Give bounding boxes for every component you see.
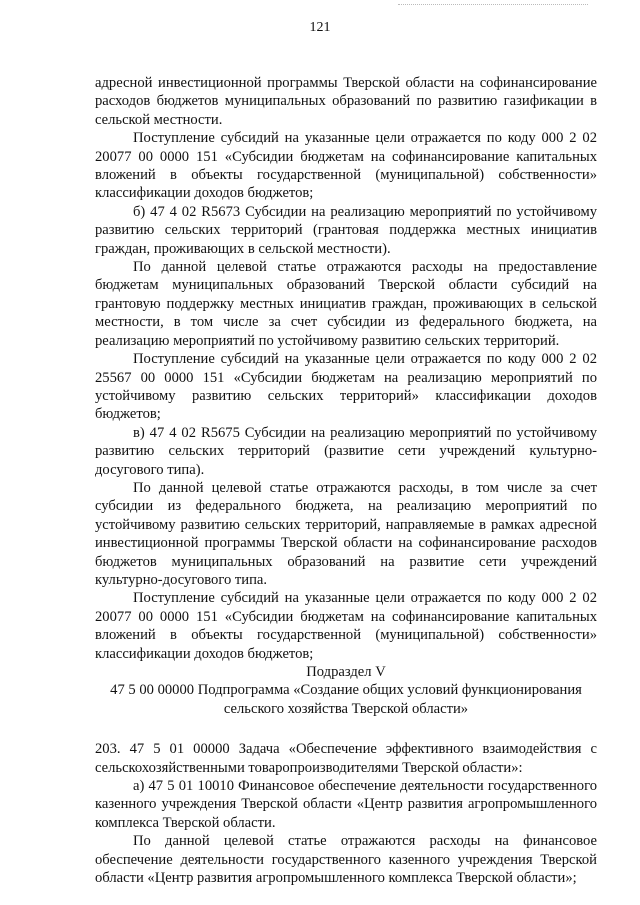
paragraph: в) 47 4 02 R5675 Субсидии на реализацию мероприятий по устойчивому развитию сельских территорий (развитие сети учреждений культурно-досугового типа). [95,424,597,478]
paragraph: Поступление субсидий на указанные цели отражается по коду 000 2 02 20077 00 0000 151 «Субсидии бюджетам на софинансирование капитальных вложений в объекты государственной (муниципальной) собственности» классификации доходов бюджетов; [95,590,597,662]
task-heading: 203. 47 5 01 00000 Задача «Обеспечение эффективного взаимодействия с сельскохозяйственными товаропроизводителями Тверской области»: [95,741,597,776]
scan-artifact [398,4,588,8]
program-heading: 47 5 00 00000 Подпрограмма «Создание общих условий функционирования сельского хозяйства Тверской области» [110,682,582,717]
paragraph: Поступление субсидий на указанные цели отражается по коду 000 2 02 25567 00 0000 151 «Субсидии бюджетам на реализацию мероприятий по устойчивому развитию сельских территорий» классификации доходов бюджетов; [95,351,597,423]
paragraph: По данной целевой статье отражаются расходы на финансовое обеспечение деятельности государственного казенного учреждения Тверской области «Центр развития агропромышленного комплекса Тверской области»; [95,833,597,887]
paragraph: По данной целевой статье отражаются расходы, в том числе за счет субсидии из федерального бюджета, на реализацию мероприятий по устойчивому развитию сельских территорий, направляемые в рамках адресной инвестиционной программы Тверской области на софинансирование расходов бюджетов муниципальных образований на развитие сети учреждений культурно-досугового типа. [95,479,597,588]
paragraph: б) 47 4 02 R5673 Субсидии на реализацию мероприятий по устойчивому развитию сельских территорий (грантовая поддержка местных инициатив граждан, проживающих в сельской местности). [95,203,597,257]
subsection-heading: Подраздел V [306,664,386,680]
paragraph: а) 47 5 01 10010 Финансовое обеспечение деятельности государственного казенного учреждения Тверской области «Центр развития агропромышленного комплекса Тверской области. [95,778,597,831]
spacer [95,718,597,740]
paragraph: По данной целевой статье отражаются расходы на предоставление бюджетам муниципальных образований Тверской области субсидий на грантовую поддержку местных инициатив граждан, проживающих в сельской местности, в том числе за счет субсидии из федерального бюджета, на реализацию мероприятий по устойчивому развитию сельских территорий. [95,259,597,349]
paragraph: Поступление субсидий на указанные цели отражается по коду 000 2 02 20077 00 0000 151 «Субсидии бюджетам на софинансирование капитальных вложений в объекты государственной (муниципальной) собственности» классификации доходов бюджетов; [95,130,597,202]
document-body [95,74,597,887]
paragraph: адресной инвестиционной программы Тверской области на софинансирование расходов бюджетов муниципальных образований по развитию газификации в сельской местности. [95,75,597,128]
page-number: 121 [309,20,331,35]
